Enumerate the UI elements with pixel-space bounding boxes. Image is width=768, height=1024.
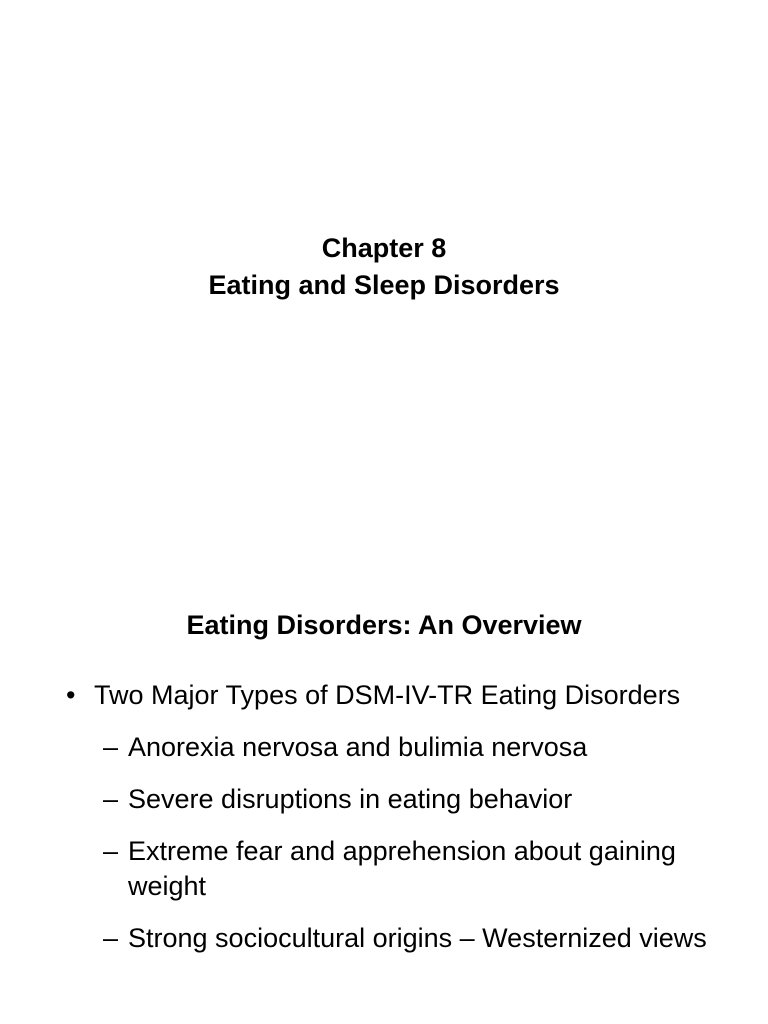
sub-bullet-text: Severe disruptions in eating behavior — [128, 784, 573, 814]
sub-bullet-item — [94, 730, 710, 765]
sub-bullet-item — [94, 834, 710, 904]
dash-marker: – — [103, 836, 119, 866]
dash-marker: – — [103, 784, 119, 814]
dash-marker: – — [103, 732, 119, 762]
bullet-list — [60, 678, 710, 956]
bullet-text: Two Major Types of DSM-IV-TR Eating Disorders — [94, 680, 681, 710]
overview-slide — [0, 576, 768, 1024]
dash-marker: – — [103, 923, 119, 953]
bullet-item — [60, 678, 710, 956]
bullet-marker: • — [66, 680, 76, 710]
chapter-title: Chapter 8 — [321, 233, 447, 263]
sub-bullet-item — [94, 782, 710, 817]
slide-title: Eating Disorders: An Overview — [186, 610, 582, 640]
sub-bullet-text: Anorexia nervosa and bulimia nervosa — [128, 732, 588, 762]
sub-bullet-list — [94, 730, 710, 956]
sub-bullet-text: Extreme fear and apprehension about gaining weight — [128, 836, 676, 901]
sub-bullet-item — [94, 921, 710, 956]
chapter-subtitle: Eating and Sleep Disorders — [208, 270, 560, 300]
sub-bullet-text: Strong sociocultural origins – Westernized views — [128, 923, 707, 953]
